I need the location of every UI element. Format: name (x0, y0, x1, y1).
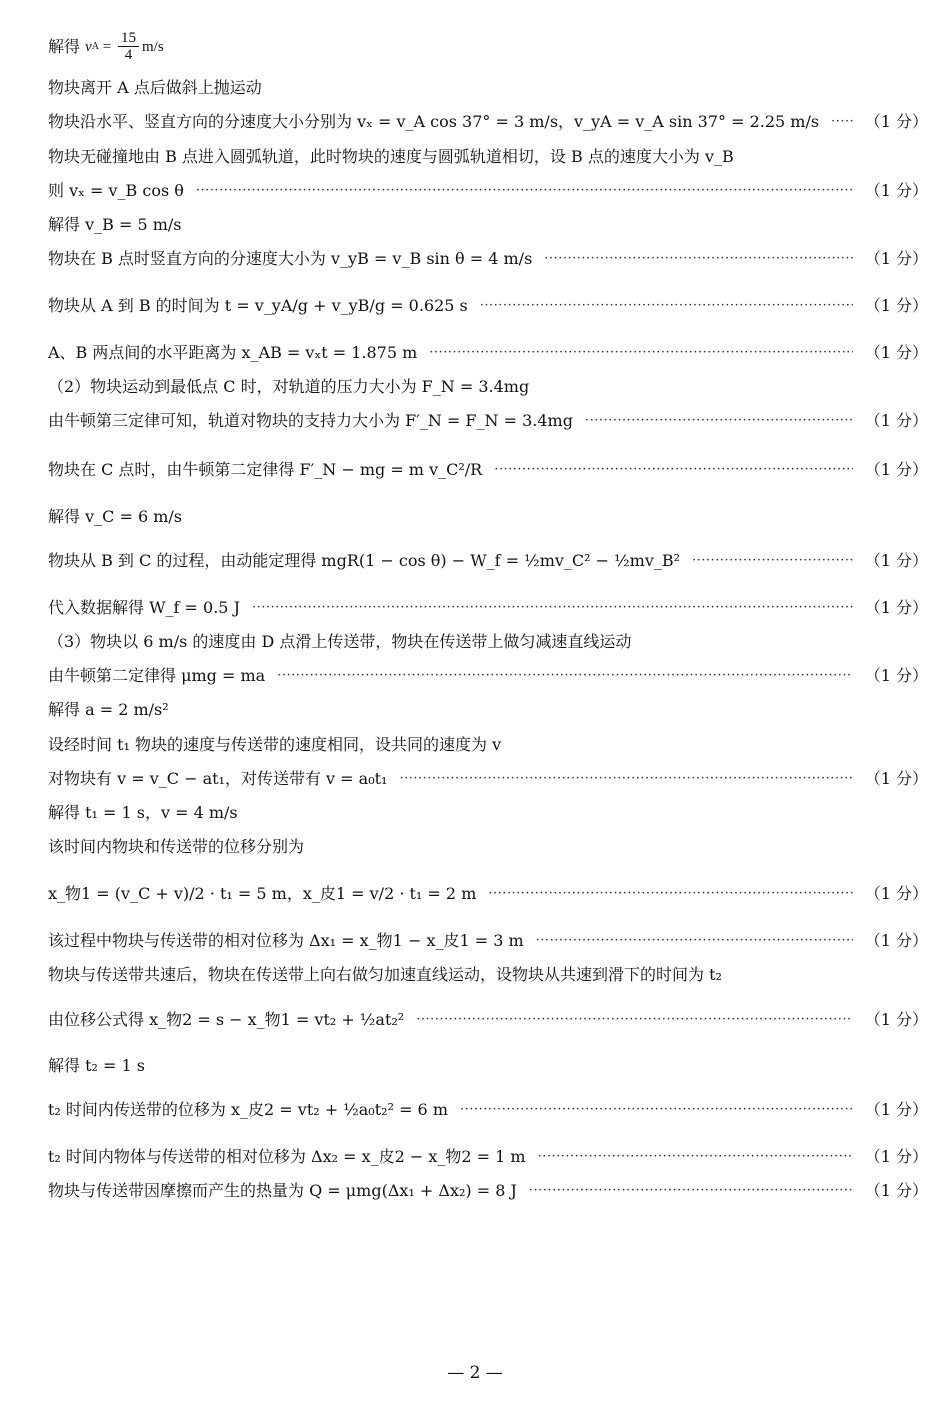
score-mark: （1 分） (864, 112, 928, 131)
score-mark: （1 分） (864, 343, 928, 362)
answer-line (48, 459, 928, 481)
score-mark: （1 分） (864, 1010, 928, 1029)
answer-line (48, 883, 928, 905)
leader-dots (488, 883, 852, 905)
line-text: 由牛顿第三定律可知，轨道对物块的支持力大小为 F′_N = F_N = 3.4mg (48, 411, 573, 430)
score-mark: （1 分） (864, 296, 928, 315)
score-mark: （1 分） (864, 884, 928, 903)
line-text: 物块沿水平、竖直方向的分速度大小分别为 vₓ = v_A cos 37° = 3 m/s，v_yA = v_A sin 37° = 2.25 m/s (48, 112, 820, 131)
leader-dots (460, 1099, 853, 1121)
leader-dots (692, 550, 853, 572)
answer-line (48, 930, 928, 952)
leader-dots (585, 410, 853, 432)
leader-dots (429, 342, 852, 364)
score-mark: （1 分） (864, 598, 928, 617)
answer-line (48, 699, 928, 721)
answer-line (48, 964, 928, 986)
answer-line (48, 30, 928, 63)
answer-line (48, 410, 928, 432)
score-mark: （1 分） (864, 551, 928, 570)
answer-line (48, 802, 928, 824)
score-mark: （1 分） (864, 1147, 928, 1166)
answer-line (48, 77, 928, 99)
score-mark: （1 分） (864, 769, 928, 788)
line-text: 设经时间 t₁ 物块的速度与传送带的速度相同，设共同的速度为 v (48, 735, 502, 754)
answer-line (48, 248, 928, 270)
answer-line (48, 180, 928, 202)
line-text: 物块与传送带因摩擦而产生的热量为 Q = μmg(Δx₁ + Δx₂) = 8 J (48, 1181, 517, 1200)
leader-dots (399, 768, 852, 790)
line-text: 解得 v A = $\frac{15}{4}$ m/s (48, 30, 164, 63)
line-text: 则 vₓ = v_B cos θ (48, 181, 184, 200)
line-text: 物块离开 A 点后做斜上抛运动 (48, 78, 262, 97)
line-text: 物块从 B 到 C 的过程，由动能定理得 mgR(1 − cos θ) − W_f = ½mv_C² − ½mv_B² (48, 551, 681, 570)
line-text: 解得 v_B = 5 m/s (48, 215, 182, 234)
answer-line (48, 1146, 928, 1168)
leader-dots (544, 248, 852, 270)
line-text: 物块在 C 点时，由牛顿第二定律得 F′_N − mg = m v_C²/R (48, 460, 483, 479)
line-text: （2）物块运动到最低点 C 时，对轨道的压力大小为 F_N = 3.4mg (48, 377, 530, 396)
line-text: A、B 两点间的水平距离为 x_AB = vₓt = 1.875 m (48, 343, 418, 362)
answer-line (48, 1009, 928, 1031)
line-text: 解得 a = 2 m/s² (48, 700, 169, 719)
score-mark: （1 分） (864, 1100, 928, 1119)
answer-line (48, 342, 928, 364)
fraction: $\frac{15}{4}$ (118, 30, 139, 63)
line-text: 对物块有 v = v_C − at₁，对传送带有 v = a₀t₁ (48, 769, 388, 788)
line-text: 该过程中物块与传送带的相对位移为 Δx₁ = x_物1 − x_皮1 = 3 m (48, 931, 524, 950)
answer-line (48, 1055, 928, 1077)
answer-line (48, 734, 928, 756)
answer-line (48, 1099, 928, 1121)
line-text: （3）物块以 6 m/s 的速度由 D 点滑上传送带，物块在传送带上做匀减速直线运动 (48, 632, 632, 651)
leader-dots (252, 597, 853, 619)
leader-dots (529, 1180, 853, 1202)
score-mark: （1 分） (864, 1181, 928, 1200)
answer-line (48, 295, 928, 317)
line-text: t₂ 时间内物体与传送带的相对位移为 Δx₂ = x_皮2 − x_物2 = 1 m (48, 1147, 526, 1166)
leader-dots (277, 665, 853, 687)
line-text: 由牛顿第二定律得 μmg = ma (48, 666, 266, 685)
leader-dots (416, 1009, 853, 1031)
line-text: 物块从 A 到 B 的时间为 t = v_yA/g + v_yB/g = 0.625 s (48, 296, 468, 315)
answer-line (48, 631, 928, 653)
score-mark: （1 分） (864, 931, 928, 950)
score-mark: （1 分） (864, 411, 928, 430)
leader-dots (480, 295, 853, 317)
answer-line (48, 665, 928, 687)
answer-line (48, 376, 928, 398)
answer-line (48, 836, 928, 858)
line-text: 物块无碰撞地由 B 点进入圆弧轨道，此时物块的速度与圆弧轨道相切，设 B 点的速度大小为 v_B (48, 147, 734, 166)
line-text: 解得 v_C = 6 m/s (48, 507, 182, 526)
line-text: 代入数据解得 W_f = 0.5 J (48, 598, 240, 617)
page-number: — 2 — (447, 1363, 503, 1383)
answer-line (48, 768, 928, 790)
score-mark: （1 分） (864, 181, 928, 200)
line-text: 物块在 B 点时竖直方向的分速度大小为 v_yB = v_B sin θ = 4 m/s (48, 249, 533, 268)
line-text: 解得 t₂ = 1 s (48, 1056, 145, 1075)
leader-dots (536, 930, 853, 952)
score-mark: （1 分） (864, 249, 928, 268)
answer-line (48, 550, 928, 572)
answer-line (48, 111, 928, 133)
score-mark: （1 分） (864, 460, 928, 479)
answer-line (48, 506, 928, 528)
leader-dots (494, 459, 853, 481)
line-text: x_物1 = (v_C + v)/2 · t₁ = 5 m，x_皮1 = v/2 · t₁ = 2 m (48, 884, 477, 903)
line-text: 解得 t₁ = 1 s，v = 4 m/s (48, 803, 238, 822)
line-text: 该时间内物块和传送带的位移分别为 (48, 837, 305, 856)
line-text: 由位移公式得 x_物2 = s − x_物1 = vt₂ + ½at₂² (48, 1010, 405, 1029)
answer-line (48, 214, 928, 236)
line-text: 物块与传送带共速后，物块在传送带上向右做匀加速直线运动，设物块从共速到滑下的时间为 t₂ (48, 965, 722, 984)
answer-line (48, 1180, 928, 1202)
line-text: t₂ 时间内传送带的位移为 x_皮2 = vt₂ + ½a₀t₂² = 6 m (48, 1100, 448, 1119)
answer-line (48, 597, 928, 619)
leader-dots (196, 180, 853, 202)
answer-line (48, 146, 928, 168)
leader-dots (831, 111, 853, 133)
score-mark: （1 分） (864, 666, 928, 685)
leader-dots (538, 1146, 853, 1168)
